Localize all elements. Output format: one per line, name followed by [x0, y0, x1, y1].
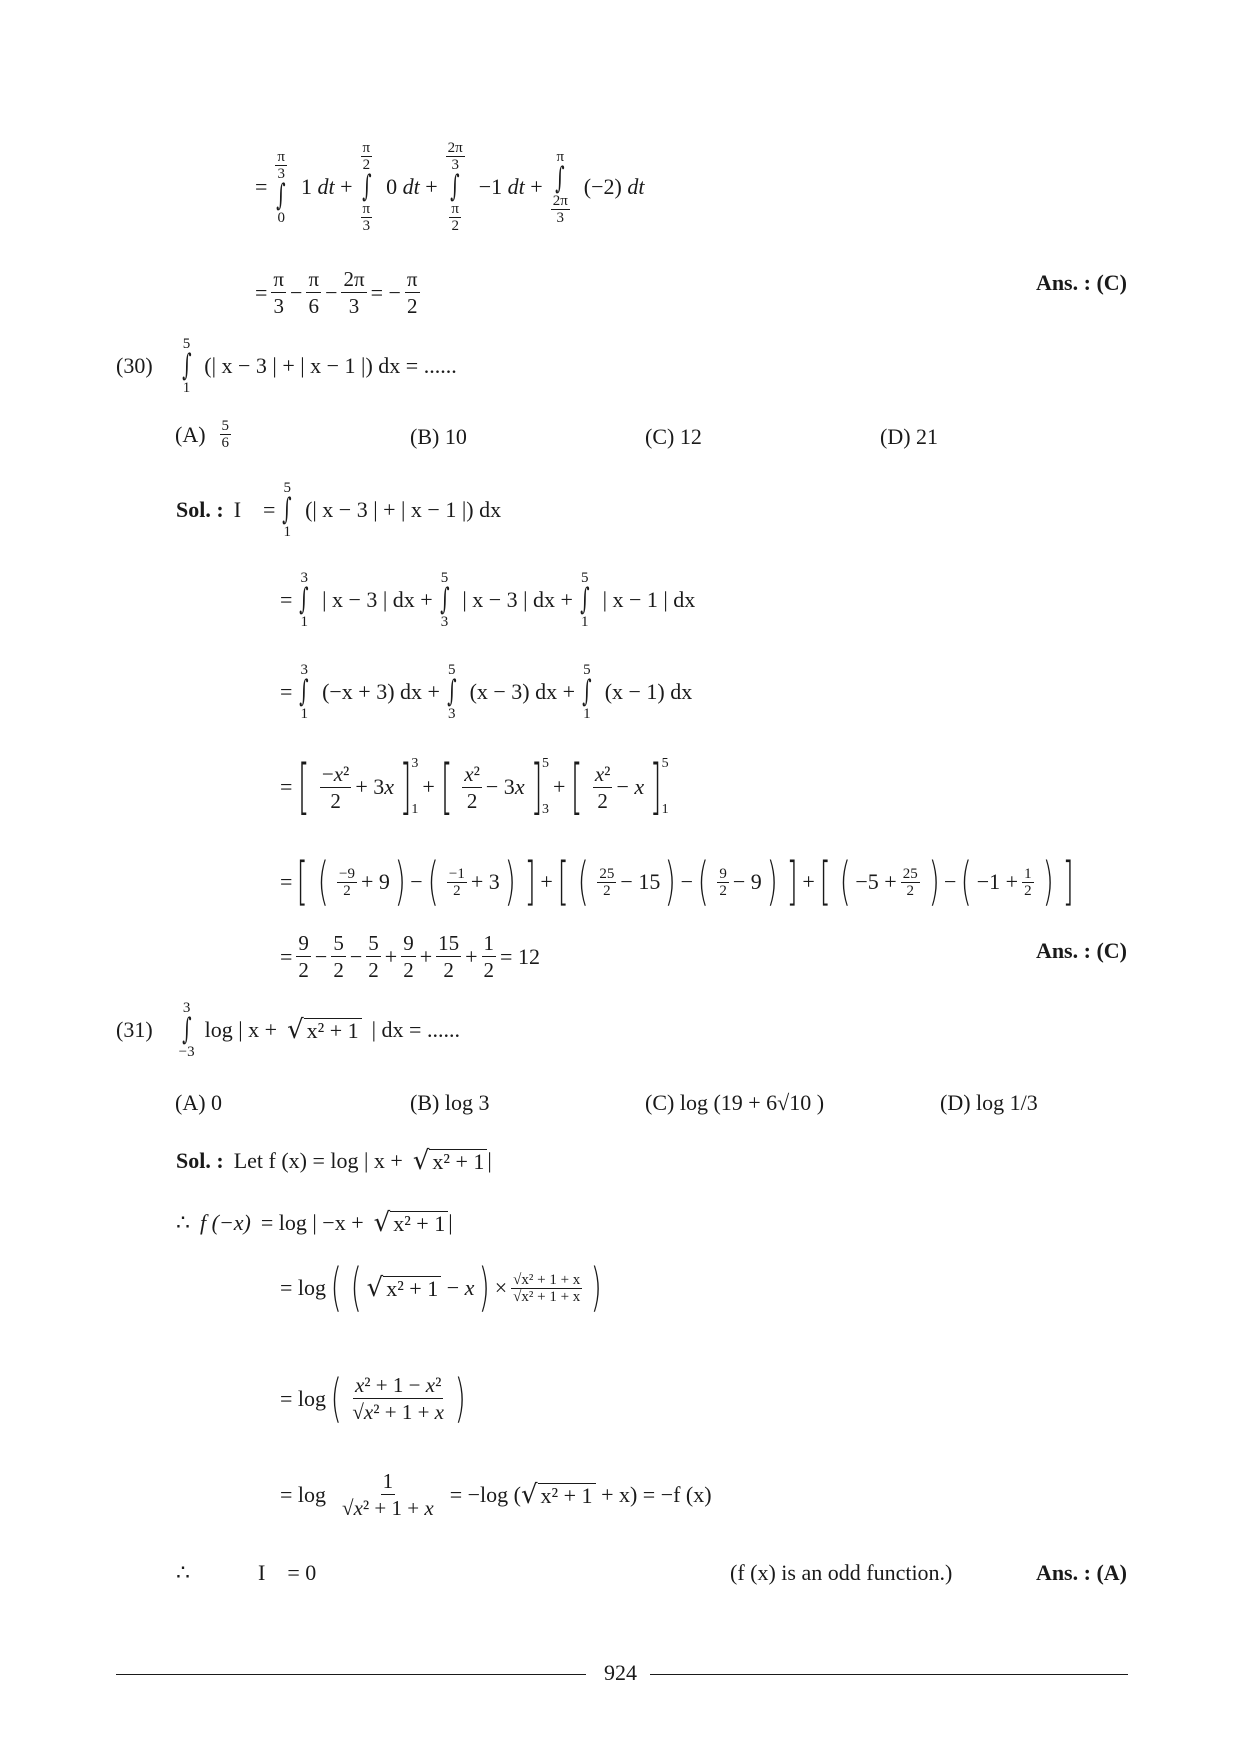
- equation-line: = $\frac{\pi}{3}$ ∫ 0 1 dt + $\frac{\pi}{2}$ ∫ $\frac{\pi}{3}$ 0 dt + $\frac{2\pi}{3}$ ∫ $\frac{\pi}{2}$ −1 dt + π ∫ $\frac{2\pi}{3}$ (−2) dt: [255, 140, 645, 234]
- option-a: (A) 5 6: [175, 418, 230, 451]
- integral: $\frac{2\pi}{3}$ ∫ $\frac{\pi}{2}$: [447, 140, 463, 234]
- question-number: (31): [116, 1017, 153, 1042]
- question-30: [116, 336, 457, 396]
- integral: 5 ∫ 1: [181, 336, 192, 396]
- solution-line: = 3 ∫ 1 | x − 3 | dx + 5 ∫ 3 | x − 3 | dx + 5 ∫ 1 | x − 1 | dx: [280, 570, 696, 630]
- question-number: (30): [116, 353, 153, 378]
- option-b: (B) 10: [410, 424, 467, 449]
- solution-line: = log 1 √x² + 1 + x = −log ( √ x² + 1 + x) = −f (x): [280, 1469, 712, 1520]
- question-31: (31) 3 ∫ −3 log | x + √ x² + 1 | dx = ......: [116, 1000, 460, 1060]
- answer-label: Ans. : (A): [1035, 1560, 1127, 1585]
- solution-line: = [ −x² 2 + 3x ] 3 1 + [ x² 2 − 3x ] 5 3 + [ x² 2 − x ] 5 1: [280, 752, 669, 822]
- sol-label: Sol. :: [176, 497, 224, 522]
- solution-line: ∴ f (−x) = log | −x + √ x² + 1 |: [176, 1208, 453, 1238]
- solution-line: = [ ( −9 2 + 9 ) − ( −1 2 + 3 ) ] + [ ( 25 2 − 15 ) − ( 9 2 − 9 ) ] + [ ( −5 + $\frac{25}{2}$ ) − ( −1 + $\frac{1}{2}$ ) ]: [280, 852, 1074, 912]
- solution-line: = $\frac{9}{2}$ − $\frac{5}{2}$ − $\frac{5}{2}$ + $\frac{9}{2}$ + $\frac{15}{2}$ + $\frac{1}{2}$ = 12: [280, 931, 540, 982]
- option-c: (C) log (19 + 6√10 ): [645, 1090, 825, 1115]
- option-a: (A) 0: [175, 1090, 223, 1115]
- solution-line: ∴ I = 0: [176, 1560, 317, 1585]
- integral: $\frac{\pi}{2}$ ∫ $\frac{\pi}{3}$: [361, 140, 372, 234]
- solution-line: Sol. : I = 5 ∫ 1 (| x − 3 | + | x − 1 |) dx: [176, 480, 502, 540]
- equation-line: = $\frac{\pi}{3}$ − $\frac{\pi}{6}$ − $\frac{2\pi}{3}$ = − $\frac{\pi}{2}$: [255, 267, 418, 318]
- solution-line: = log ( x² + 1 − x² √x² + 1 + x ): [280, 1368, 466, 1429]
- answer-label: Ans. : (C): [1035, 938, 1127, 963]
- integral: π ∫ $\frac{2\pi}{3}$: [552, 148, 568, 226]
- note: (f (x) is an odd function.): [730, 1560, 953, 1585]
- solution-line: Sol. : Let f (x) = log | x + √ x² + 1 |: [176, 1146, 492, 1176]
- solution-line: = 3 ∫ 1 (−x + 3) dx + 5 ∫ 3 (x − 3) dx + 5 ∫ 1 (x − 1) dx: [280, 662, 693, 722]
- option-b: (B) log 3: [410, 1090, 490, 1115]
- page-number: 924: [604, 1660, 637, 1685]
- solution-line: = log ( ( √ x² + 1 − x ) × $\frac{\text{√x² + 1 + x}}{\text{√x² + 1 + x}}$ ): [280, 1258, 603, 1318]
- option-c: (C) 12: [645, 424, 702, 449]
- integral: $\frac{\pi}{3}$ ∫ 0: [276, 148, 286, 226]
- option-d: (D) log 1/3: [940, 1090, 1038, 1115]
- option-d: (D) 21: [880, 424, 939, 449]
- answer-label: Ans. : (C): [1035, 270, 1127, 295]
- integrand: (| x − 3 | + | x − 1 |) dx = ......: [204, 353, 457, 378]
